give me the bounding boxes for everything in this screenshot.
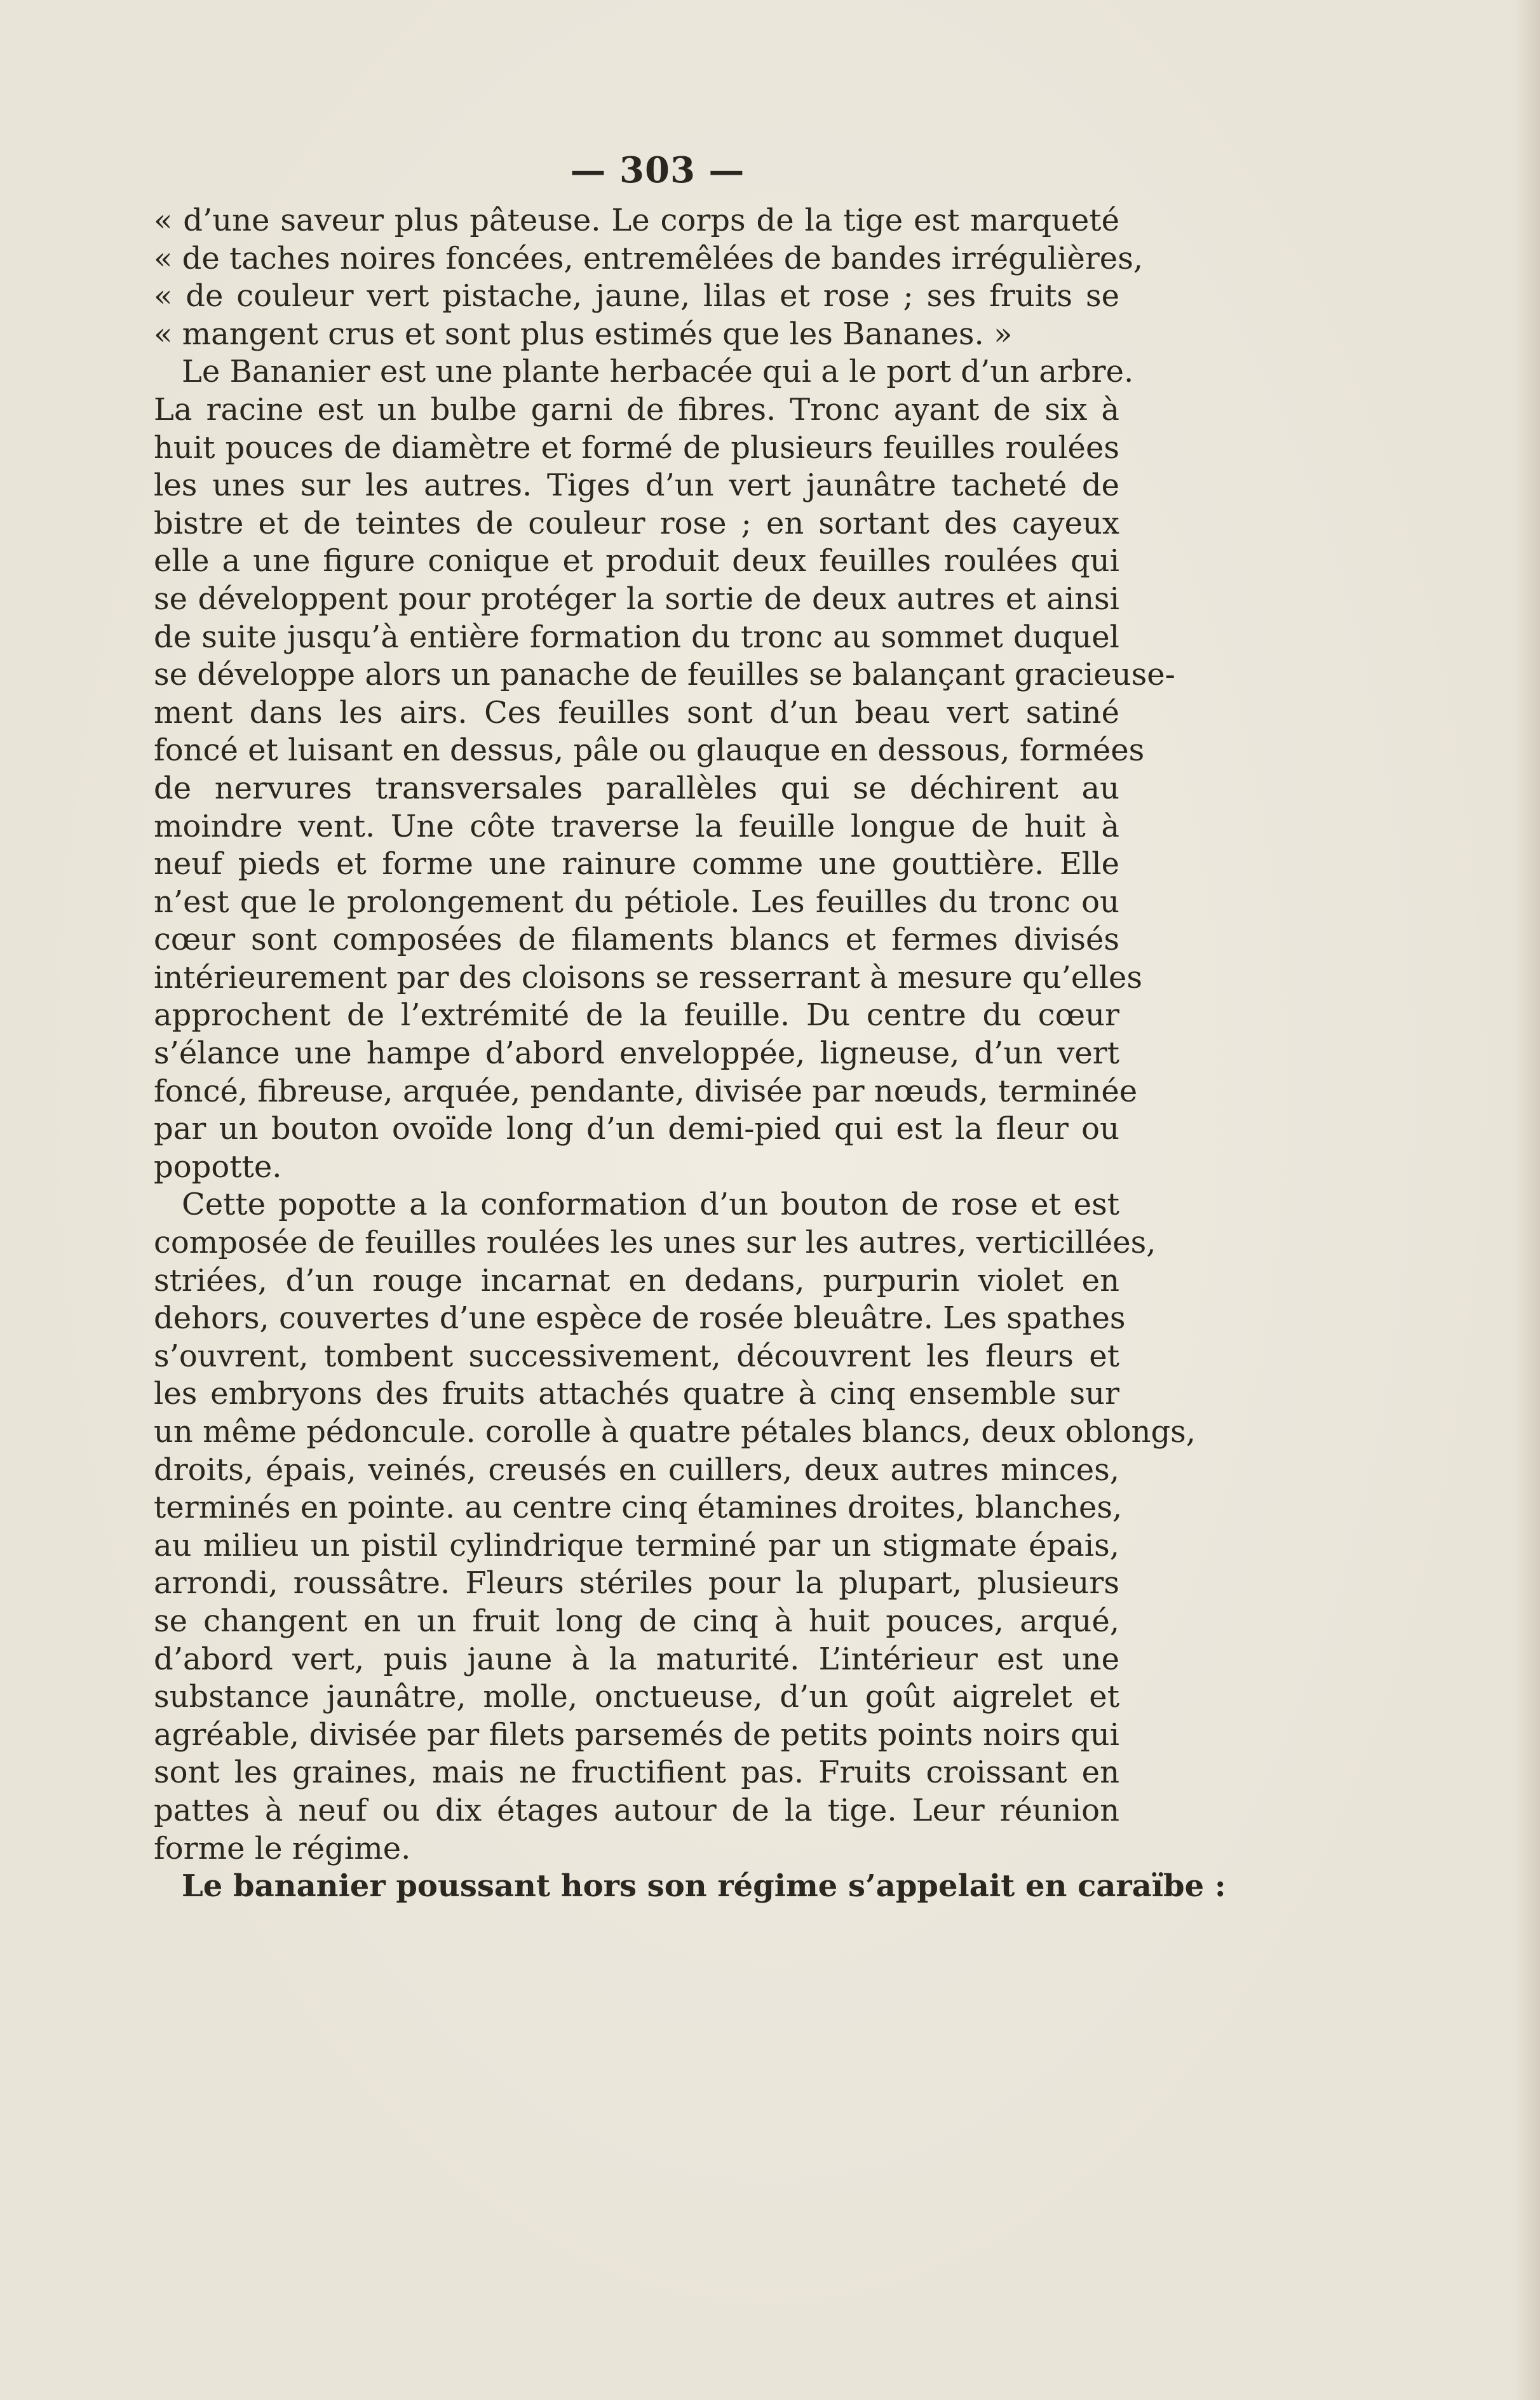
- text-line: droits, épais, veinés, creusés en cuillers, deux autres minces,: [154, 1452, 1119, 1488]
- text-line: approchent de l’extrémité de la feuille. Du centre du cœur: [154, 997, 1119, 1034]
- text-line: neuf pieds et forme une rainure comme une gouttière. Elle: [154, 846, 1119, 882]
- text-line: foncé, fibreuse, arquée, pendante, divisée par nœuds, terminée: [154, 1073, 1138, 1109]
- page-edge-shadow: [1515, 0, 1540, 2400]
- text-line: s’élance une hampe d’abord enveloppée, ligneuse, d’un vert: [154, 1035, 1119, 1072]
- text-line: « de couleur vert pistache, jaune, lilas et rose ; ses fruits se: [154, 278, 1119, 314]
- paragraph-start-line: Cette popotte a la conformation d’un bouton de rose et est: [182, 1187, 1119, 1223]
- text-line: pattes à neuf ou dix étages autour de la tige. Leur réunion: [154, 1792, 1119, 1828]
- text-line: elle a une figure conique et produit deux feuilles roulées qui: [154, 543, 1119, 579]
- text-line: La racine est un bulbe garni de fibres. Tronc ayant de six à: [154, 391, 1119, 428]
- text-line: composée de feuilles roulées les unes sur les autres, verticillées,: [154, 1225, 1156, 1261]
- text-line: se changent en un fruit long de cinq à huit pouces, arqué,: [154, 1603, 1119, 1639]
- text-line: se développe alors un panache de feuilles se balançant gracieuse-: [154, 657, 1175, 693]
- paragraph-start-line: Le bananier poussant hors son régime s’appelait en caraïbe :: [182, 1868, 1226, 1904]
- text-line: les embryons des fruits attachés quatre à cinq ensemble sur: [154, 1376, 1119, 1412]
- paragraph-start-line: Le Bananier est une plante herbacée qui a le port d’un arbre.: [182, 354, 1134, 390]
- text-line: n’est que le prolongement du pétiole. Les feuilles du tronc ou: [154, 884, 1119, 920]
- text-line: dehors, couvertes d’une espèce de rosée bleuâtre. Les spathes: [154, 1300, 1126, 1337]
- text-line: ment dans les airs. Ces feuilles sont d’un beau vert satiné: [154, 694, 1119, 731]
- text-line: forme le régime.: [154, 1830, 411, 1866]
- text-line: « mangent crus et sont plus estimés que les Bananes. »: [154, 316, 1013, 352]
- text-line: foncé et luisant en dessus, pâle ou glauque en dessous, formées: [154, 732, 1145, 769]
- text-line: terminés en pointe. au centre cinq étamines droites, blanches,: [154, 1490, 1123, 1526]
- text-line: arrondi, roussâtre. Fleurs stériles pour la plupart, plusieurs: [154, 1565, 1119, 1601]
- text-line: de nervures transversales parallèles qui se déchirent au: [154, 770, 1119, 806]
- body-text: [154, 202, 1226, 1906]
- text-line: au milieu un pistil cylindrique terminé par un stigmate épais,: [154, 1527, 1119, 1563]
- text-line: « de taches noires foncées, entremêlées de bandes irrégulières,: [154, 240, 1144, 276]
- text-line: les unes sur les autres. Tiges d’un vert jaunâtre tacheté de: [154, 468, 1119, 504]
- text-line: par un bouton ovoïde long d’un demi-pied qui est la fleur ou: [154, 1111, 1119, 1147]
- text-line: un même pédoncule. corolle à quatre pétales blancs, deux oblongs,: [154, 1414, 1196, 1450]
- text-line: se développent pour protéger la sortie de deux autres et ainsi: [154, 581, 1119, 617]
- text-line: d’abord vert, puis jaune à la maturité. L’intérieur est une: [154, 1641, 1119, 1677]
- text-line: agréable, divisée par filets parsemés de petits points noirs qui: [154, 1716, 1119, 1753]
- text-line: de suite jusqu’à entière formation du tronc au sommet duquel: [154, 619, 1119, 655]
- text-line: cœur sont composées de filaments blancs et fermes divisés: [154, 922, 1119, 958]
- text-line: intérieurement par des cloisons se resserrant à mesure qu’elles: [154, 959, 1142, 995]
- text-line: moindre vent. Une côte traverse la feuille longue de huit à: [154, 808, 1119, 844]
- page-number: — 303 —: [570, 149, 745, 191]
- text-line: substance jaunâtre, molle, onctueuse, d’un goût aigrelet et: [154, 1679, 1119, 1715]
- text-line: « d’une saveur plus pâteuse. Le corps de la tige est marqueté: [154, 203, 1119, 238]
- text-line: s’ouvrent, tombent successivement, découvrent les fleurs et: [154, 1338, 1119, 1374]
- text-line: sont les graines, mais ne fructifient pas. Fruits croissant en: [154, 1755, 1119, 1791]
- text-line: bistre et de teintes de couleur rose ; en sortant des cayeux: [154, 505, 1119, 541]
- text-line: striées, d’un rouge incarnat en dedans, purpurin violet en: [154, 1262, 1119, 1298]
- text-line: huit pouces de diamètre et formé de plusieurs feuilles roulées: [154, 429, 1119, 466]
- text-line: popotte.: [154, 1149, 282, 1185]
